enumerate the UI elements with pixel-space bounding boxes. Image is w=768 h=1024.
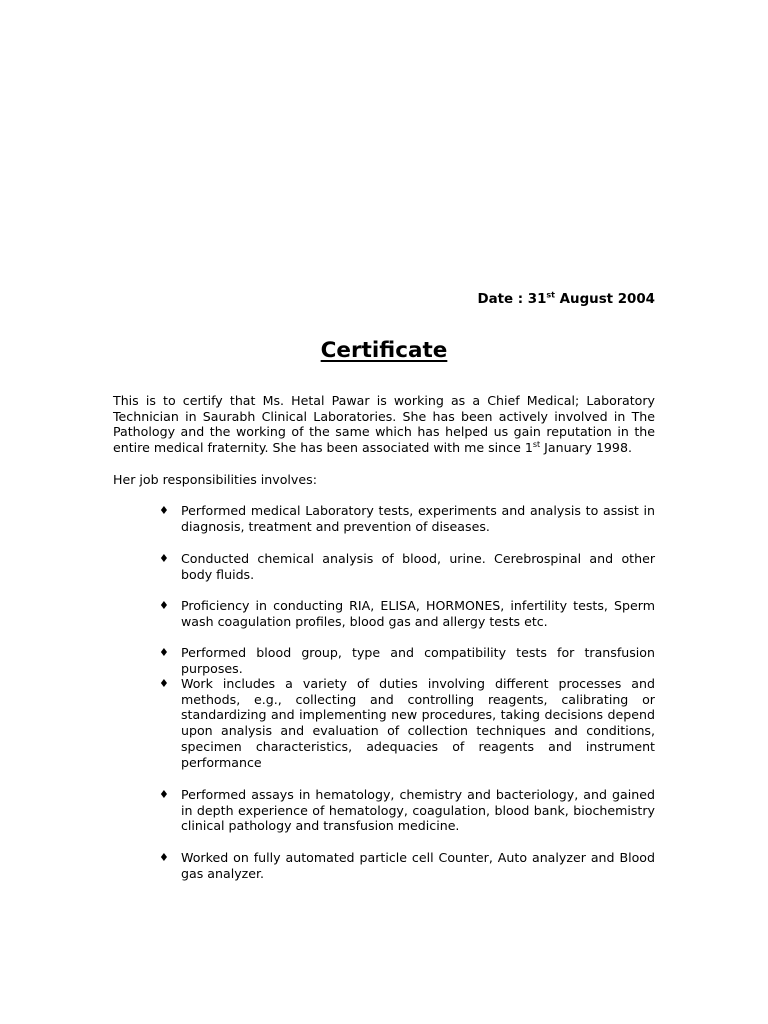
diamond-bullet-icon: ♦ xyxy=(159,646,169,659)
list-item xyxy=(159,850,655,881)
date-ordinal-suffix: st xyxy=(546,290,556,300)
list-item-text: Performed blood group, type and compatibility tests for transfusion purposes. xyxy=(181,645,655,676)
date-label: Date : 31 xyxy=(477,292,547,307)
certificate-date xyxy=(477,291,655,309)
page-title: Certificate xyxy=(320,338,448,363)
list-item-text: Proficiency in conducting RIA, ELISA, HORMONES, infertility tests, Sperm wash coagulation profiles, blood gas and allergy tests etc. xyxy=(181,598,655,629)
diamond-bullet-icon: ♦ xyxy=(159,552,169,565)
list-item-text: Performed assays in hematology, chemistry and bacteriology, and gained in depth experience of hematology, coagulation, blood bank, biochemistry clinical pathology and transfusion medicine. xyxy=(181,787,655,834)
intro-text: This is to certify that Ms. Hetal Pawar is working as a Chief Medical; Laboratory Technician in Saurabh Clinical Laboratories. She has been actively involved in The Pathology and the working of the same which has helped us gain reputation in the entire medical fraternity. She has been associated with me since 1 xyxy=(113,393,655,456)
list-item-text: Performed medical Laboratory tests, experiments and analysis to assist in diagnosis, treatment and prevention of diseases. xyxy=(181,503,655,534)
list-item xyxy=(159,598,655,629)
list-item xyxy=(159,503,655,534)
diamond-bullet-icon: ♦ xyxy=(159,851,169,864)
list-item xyxy=(159,551,655,582)
list-item-text: Work includes a variety of duties involving different processes and methods, e.g., collecting and controlling reagents, calibrating or standardizing and implementing new procedures, taking decisions depend upon analysis and evaluation of collection techniques and conditions, specimen characteristics, adequacies of reagents and instrument performance xyxy=(181,676,655,770)
list-item xyxy=(159,787,655,834)
diamond-bullet-icon: ♦ xyxy=(159,788,169,801)
diamond-bullet-icon: ♦ xyxy=(159,677,169,690)
list-item-text: Conducted chemical analysis of blood, urine. Cerebrospinal and other body fluids. xyxy=(181,551,655,582)
intro-ordinal-suffix: st xyxy=(532,439,541,449)
diamond-bullet-icon: ♦ xyxy=(159,599,169,612)
intro-text-end: January 1998. xyxy=(540,440,632,456)
date-month-year: August 2004 xyxy=(555,292,655,307)
diamond-bullet-icon: ♦ xyxy=(159,504,169,517)
list-item-text: Worked on fully automated particle cell Counter, Auto analyzer and Blood gas analyzer. xyxy=(181,850,655,881)
intro-paragraph xyxy=(113,393,655,456)
list-item xyxy=(159,676,655,770)
responsibilities-heading: Her job responsibilities involves: xyxy=(113,472,317,487)
list-item xyxy=(159,645,655,676)
